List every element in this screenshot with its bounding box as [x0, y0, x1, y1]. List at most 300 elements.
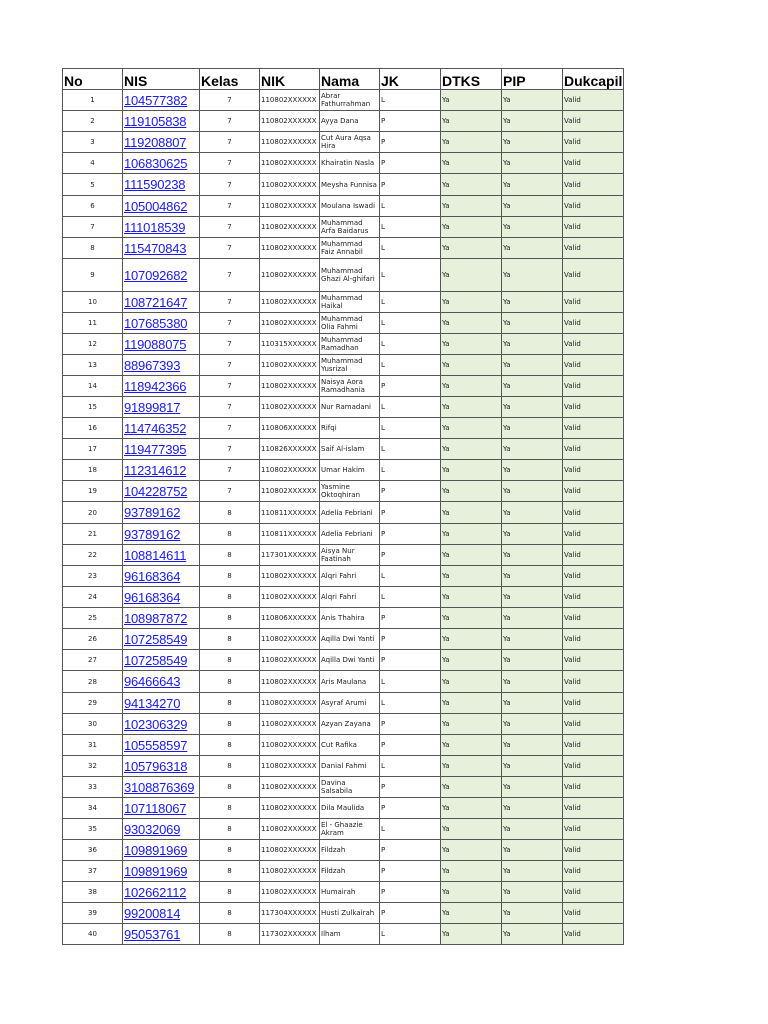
row-no: 31: [63, 735, 123, 756]
row-kelas: 7: [200, 259, 260, 292]
row-nama: Alqri Fahri: [320, 587, 380, 608]
row-dukcapil: Valid: [563, 693, 624, 714]
row-nama: Muhammad Haikal: [320, 292, 380, 313]
row-nama: Anis Thahira: [320, 608, 380, 629]
row-no: 37: [63, 861, 123, 882]
row-dukcapil: Valid: [563, 903, 624, 924]
row-jk: L: [380, 313, 441, 334]
header-dukcapil: Dukcapil: [563, 69, 624, 90]
row-nama: Khairatin Nasla: [320, 153, 380, 174]
nis-link[interactable]: 108814611: [123, 545, 200, 566]
row-dukcapil: Valid: [563, 418, 624, 439]
table-row: [63, 259, 624, 292]
nis-link[interactable]: 107685380: [123, 313, 200, 334]
row-nama: Aqilla Dwi Yanti: [320, 650, 380, 671]
row-pip: Ya: [502, 90, 563, 111]
row-dukcapil: Valid: [563, 90, 624, 111]
row-jk: L: [380, 90, 441, 111]
row-pip: Ya: [502, 238, 563, 259]
row-nik: 110802XXXXXX: [260, 111, 320, 132]
row-nama: Husti Zulkairah: [320, 903, 380, 924]
table-row: [63, 90, 624, 111]
row-dtks: Ya: [441, 566, 502, 587]
row-dukcapil: Valid: [563, 840, 624, 861]
row-kelas: 7: [200, 418, 260, 439]
row-jk: P: [380, 903, 441, 924]
nis-link[interactable]: 94134270: [123, 693, 200, 714]
row-jk: P: [380, 629, 441, 650]
row-pip: Ya: [502, 756, 563, 777]
table-row: [63, 196, 624, 217]
row-pip: Ya: [502, 334, 563, 355]
row-no: 20: [63, 502, 123, 524]
nis-link[interactable]: 109891969: [123, 840, 200, 861]
row-no: 30: [63, 714, 123, 735]
row-dukcapil: Valid: [563, 481, 624, 502]
row-pip: Ya: [502, 861, 563, 882]
row-dukcapil: Valid: [563, 376, 624, 397]
row-nik: 110806XXXXXX: [260, 608, 320, 629]
row-dtks: Ya: [441, 238, 502, 259]
row-nik: 110826XXXXXX: [260, 439, 320, 460]
row-no: 33: [63, 777, 123, 798]
table-row: [63, 671, 624, 693]
table-row: [63, 460, 624, 481]
row-no: 32: [63, 756, 123, 777]
row-jk: L: [380, 566, 441, 587]
row-nik: 110802XXXXXX: [260, 460, 320, 481]
nis-link[interactable]: 105796318: [123, 756, 200, 777]
row-no: 29: [63, 693, 123, 714]
row-dtks: Ya: [441, 608, 502, 629]
row-no: 28: [63, 671, 123, 693]
row-pip: Ya: [502, 132, 563, 153]
row-no: 4: [63, 153, 123, 174]
row-nama: Naisya Aora Ramadhania: [320, 376, 380, 397]
row-dukcapil: Valid: [563, 819, 624, 840]
row-nik: 110315XXXXXX: [260, 334, 320, 355]
row-dtks: Ya: [441, 735, 502, 756]
nis-link[interactable]: 107092682: [123, 259, 200, 292]
row-dukcapil: Valid: [563, 397, 624, 418]
nis-link[interactable]: 91899817: [123, 397, 200, 418]
row-nama: Moulana Iswadi: [320, 196, 380, 217]
row-jk: P: [380, 714, 441, 735]
row-dtks: Ya: [441, 259, 502, 292]
row-dtks: Ya: [441, 418, 502, 439]
row-dtks: Ya: [441, 90, 502, 111]
table-row: [63, 439, 624, 460]
row-kelas: 8: [200, 714, 260, 735]
row-pip: Ya: [502, 502, 563, 524]
row-pip: Ya: [502, 735, 563, 756]
nis-link[interactable]: 107258549: [123, 650, 200, 671]
nis-link[interactable]: 96466643: [123, 671, 200, 693]
nis-link[interactable]: 119477395: [123, 439, 200, 460]
row-kelas: 8: [200, 861, 260, 882]
row-dtks: Ya: [441, 882, 502, 903]
row-nama: Rifqi: [320, 418, 380, 439]
row-kelas: 8: [200, 903, 260, 924]
header-pip: PIP: [502, 69, 563, 90]
row-pip: Ya: [502, 524, 563, 545]
row-kelas: 7: [200, 111, 260, 132]
row-jk: L: [380, 259, 441, 292]
table-row: [63, 756, 624, 777]
row-no: 17: [63, 439, 123, 460]
row-kelas: 8: [200, 587, 260, 608]
table-row: [63, 153, 624, 174]
row-nik: 110802XXXXXX: [260, 376, 320, 397]
nis-link[interactable]: 108721647: [123, 292, 200, 313]
row-pip: Ya: [502, 903, 563, 924]
row-dukcapil: Valid: [563, 714, 624, 735]
row-no: 7: [63, 217, 123, 238]
row-no: 15: [63, 397, 123, 418]
table-row: [63, 566, 624, 587]
row-nama: Muhammad Arfa Baidarus: [320, 217, 380, 238]
nis-link[interactable]: 105004862: [123, 196, 200, 217]
nis-link[interactable]: 102662112: [123, 882, 200, 903]
row-nik: 110802XXXXXX: [260, 292, 320, 313]
nis-link[interactable]: 107118067: [123, 798, 200, 819]
row-dukcapil: Valid: [563, 924, 624, 945]
row-nik: 110802XXXXXX: [260, 587, 320, 608]
nis-link[interactable]: 3108876369: [123, 777, 200, 798]
row-dukcapil: Valid: [563, 861, 624, 882]
row-nama: Davina Salsabila: [320, 777, 380, 798]
row-pip: Ya: [502, 292, 563, 313]
row-jk: P: [380, 798, 441, 819]
row-kelas: 8: [200, 545, 260, 566]
row-kelas: 7: [200, 153, 260, 174]
row-dukcapil: Valid: [563, 111, 624, 132]
row-no: 36: [63, 840, 123, 861]
row-pip: Ya: [502, 671, 563, 693]
row-no: 9: [63, 259, 123, 292]
table-row: [63, 587, 624, 608]
row-dtks: Ya: [441, 481, 502, 502]
nis-link[interactable]: 105558597: [123, 735, 200, 756]
row-jk: L: [380, 292, 441, 313]
row-jk: L: [380, 238, 441, 259]
row-no: 12: [63, 334, 123, 355]
row-no: 5: [63, 174, 123, 196]
nis-link[interactable]: 99200814: [123, 903, 200, 924]
row-jk: P: [380, 840, 441, 861]
row-jk: L: [380, 418, 441, 439]
row-dukcapil: Valid: [563, 196, 624, 217]
nis-link[interactable]: 111590238: [123, 174, 200, 196]
row-jk: P: [380, 608, 441, 629]
nis-link[interactable]: 112314612: [123, 460, 200, 481]
row-kelas: 7: [200, 132, 260, 153]
row-dtks: Ya: [441, 861, 502, 882]
row-nik: 110802XXXXXX: [260, 397, 320, 418]
table-row: [63, 132, 624, 153]
row-kelas: 7: [200, 217, 260, 238]
nis-link[interactable]: 107258549: [123, 629, 200, 650]
row-kelas: 8: [200, 756, 260, 777]
row-kelas: 8: [200, 777, 260, 798]
row-jk: L: [380, 819, 441, 840]
row-nik: 110802XXXXXX: [260, 819, 320, 840]
table-row: [63, 819, 624, 840]
row-dukcapil: Valid: [563, 735, 624, 756]
row-kelas: 8: [200, 502, 260, 524]
nis-link[interactable]: 119088075: [123, 334, 200, 355]
row-pip: Ya: [502, 460, 563, 481]
row-dukcapil: Valid: [563, 502, 624, 524]
row-nama: Alqri Fahri: [320, 566, 380, 587]
row-jk: L: [380, 756, 441, 777]
row-kelas: 8: [200, 882, 260, 903]
nis-link[interactable]: 118942366: [123, 376, 200, 397]
row-no: 24: [63, 587, 123, 608]
row-jk: P: [380, 132, 441, 153]
nis-link[interactable]: 119105838: [123, 111, 200, 132]
row-pip: Ya: [502, 840, 563, 861]
header-nik: NIK: [260, 69, 320, 90]
row-dtks: Ya: [441, 693, 502, 714]
nis-link[interactable]: 115470843: [123, 238, 200, 259]
nis-link[interactable]: 109891969: [123, 861, 200, 882]
row-dukcapil: Valid: [563, 334, 624, 355]
row-dtks: Ya: [441, 524, 502, 545]
row-no: 3: [63, 132, 123, 153]
row-no: 38: [63, 882, 123, 903]
row-no: 10: [63, 292, 123, 313]
row-pip: Ya: [502, 798, 563, 819]
row-dtks: Ya: [441, 292, 502, 313]
nis-link[interactable]: 111018539: [123, 217, 200, 238]
table-row: [63, 397, 624, 418]
row-no: 25: [63, 608, 123, 629]
row-nik: 110802XXXXXX: [260, 798, 320, 819]
row-nama: Azyan Zayana: [320, 714, 380, 735]
row-kelas: 8: [200, 798, 260, 819]
row-nik: 110802XXXXXX: [260, 714, 320, 735]
row-nama: Dila Maulida: [320, 798, 380, 819]
row-pip: Ya: [502, 481, 563, 502]
row-no: 27: [63, 650, 123, 671]
header-no: No: [63, 69, 123, 90]
row-dukcapil: Valid: [563, 313, 624, 334]
row-jk: P: [380, 545, 441, 566]
row-pip: Ya: [502, 714, 563, 735]
nis-link[interactable]: 93789162: [123, 524, 200, 545]
row-dukcapil: Valid: [563, 524, 624, 545]
row-jk: P: [380, 481, 441, 502]
row-nik: 110802XXXXXX: [260, 671, 320, 693]
row-pip: Ya: [502, 545, 563, 566]
row-dukcapil: Valid: [563, 608, 624, 629]
row-nik: 110802XXXXXX: [260, 882, 320, 903]
row-dtks: Ya: [441, 153, 502, 174]
row-no: 2: [63, 111, 123, 132]
row-pip: Ya: [502, 439, 563, 460]
row-nama: Muhammad Ghazi Al-ghifari: [320, 259, 380, 292]
row-kelas: 7: [200, 439, 260, 460]
row-no: 1: [63, 90, 123, 111]
table-row: [63, 111, 624, 132]
table-row: [63, 629, 624, 650]
row-kelas: 7: [200, 90, 260, 111]
row-pip: Ya: [502, 608, 563, 629]
table-row: [63, 238, 624, 259]
row-pip: Ya: [502, 418, 563, 439]
row-nik: 110802XXXXXX: [260, 650, 320, 671]
row-no: 34: [63, 798, 123, 819]
row-jk: L: [380, 693, 441, 714]
row-nama: Muhammad Faiz Annabil: [320, 238, 380, 259]
row-nik: 110802XXXXXX: [260, 238, 320, 259]
table-row: [63, 355, 624, 376]
table-row: [63, 481, 624, 502]
row-jk: P: [380, 502, 441, 524]
row-pip: Ya: [502, 376, 563, 397]
row-jk: L: [380, 355, 441, 376]
row-dukcapil: Valid: [563, 671, 624, 693]
table-row: [63, 714, 624, 735]
row-dukcapil: Valid: [563, 882, 624, 903]
row-kelas: 8: [200, 840, 260, 861]
table-row: [63, 924, 624, 945]
row-no: 39: [63, 903, 123, 924]
row-kelas: 7: [200, 238, 260, 259]
table-row: [63, 174, 624, 196]
table-row: [63, 313, 624, 334]
nis-link[interactable]: 106830625: [123, 153, 200, 174]
row-nik: 110802XXXXXX: [260, 174, 320, 196]
row-nik: 110811XXXXXX: [260, 524, 320, 545]
row-no: 18: [63, 460, 123, 481]
row-jk: L: [380, 334, 441, 355]
row-no: 21: [63, 524, 123, 545]
row-pip: Ya: [502, 650, 563, 671]
row-jk: P: [380, 882, 441, 903]
row-dukcapil: Valid: [563, 587, 624, 608]
row-no: 16: [63, 418, 123, 439]
row-dtks: Ya: [441, 671, 502, 693]
nis-link[interactable]: 108987872: [123, 608, 200, 629]
table-row: [63, 524, 624, 545]
row-kelas: 8: [200, 566, 260, 587]
table-row: [63, 840, 624, 861]
row-kelas: 8: [200, 650, 260, 671]
table-row: [63, 693, 624, 714]
row-nik: 110802XXXXXX: [260, 313, 320, 334]
table-row: [63, 608, 624, 629]
table-row: [63, 217, 624, 238]
student-data-table: [62, 68, 624, 945]
row-nik: 110802XXXXXX: [260, 735, 320, 756]
row-kelas: 8: [200, 735, 260, 756]
table-row: [63, 650, 624, 671]
row-nik: 110802XXXXXX: [260, 217, 320, 238]
row-dtks: Ya: [441, 798, 502, 819]
table-row: [63, 545, 624, 566]
table-row: [63, 418, 624, 439]
row-dukcapil: Valid: [563, 566, 624, 587]
table-row: [63, 292, 624, 313]
row-no: 23: [63, 566, 123, 587]
row-dukcapil: Valid: [563, 238, 624, 259]
row-nik: 117302XXXXXX: [260, 924, 320, 945]
row-dukcapil: Valid: [563, 217, 624, 238]
row-no: 14: [63, 376, 123, 397]
nis-link[interactable]: 102306329: [123, 714, 200, 735]
row-nik: 110802XXXXXX: [260, 777, 320, 798]
row-pip: Ya: [502, 629, 563, 650]
nis-link[interactable]: 95053761: [123, 924, 200, 945]
row-nik: 110802XXXXXX: [260, 196, 320, 217]
row-dtks: Ya: [441, 174, 502, 196]
nis-link[interactable]: 93789162: [123, 502, 200, 524]
row-dtks: Ya: [441, 650, 502, 671]
row-dtks: Ya: [441, 313, 502, 334]
row-nik: 110802XXXXXX: [260, 90, 320, 111]
nis-link[interactable]: 104228752: [123, 481, 200, 502]
row-nik: 110811XXXXXX: [260, 502, 320, 524]
nis-link[interactable]: 119208807: [123, 132, 200, 153]
row-dukcapil: Valid: [563, 798, 624, 819]
row-nama: Abrar Fathurrahman: [320, 90, 380, 111]
row-dukcapil: Valid: [563, 460, 624, 481]
row-jk: P: [380, 376, 441, 397]
row-nama: Cut Rafika: [320, 735, 380, 756]
row-dukcapil: Valid: [563, 629, 624, 650]
row-jk: L: [380, 439, 441, 460]
row-pip: Ya: [502, 153, 563, 174]
row-jk: L: [380, 671, 441, 693]
row-kelas: 7: [200, 481, 260, 502]
nis-link[interactable]: 96168364: [123, 587, 200, 608]
row-nama: Saif Al-islam: [320, 439, 380, 460]
header-nama: Nama: [320, 69, 380, 90]
row-dukcapil: Valid: [563, 777, 624, 798]
nis-link[interactable]: 104577382: [123, 90, 200, 111]
row-kelas: 7: [200, 334, 260, 355]
row-pip: Ya: [502, 355, 563, 376]
row-pip: Ya: [502, 587, 563, 608]
row-dtks: Ya: [441, 439, 502, 460]
row-kelas: 7: [200, 397, 260, 418]
row-dukcapil: Valid: [563, 650, 624, 671]
row-dtks: Ya: [441, 629, 502, 650]
row-nik: 110802XXXXXX: [260, 756, 320, 777]
row-dtks: Ya: [441, 502, 502, 524]
nis-link[interactable]: 93032069: [123, 819, 200, 840]
row-dtks: Ya: [441, 132, 502, 153]
row-dtks: Ya: [441, 756, 502, 777]
row-nama: Asyraf Arumi: [320, 693, 380, 714]
row-nama: Adelia Febriani: [320, 524, 380, 545]
nis-link[interactable]: 114746352: [123, 418, 200, 439]
table-row: [63, 735, 624, 756]
row-dtks: Ya: [441, 376, 502, 397]
row-nik: 117304XXXXXX: [260, 903, 320, 924]
row-pip: Ya: [502, 259, 563, 292]
row-nik: 110806XXXXXX: [260, 418, 320, 439]
nis-link[interactable]: 88967393: [123, 355, 200, 376]
row-jk: L: [380, 397, 441, 418]
row-nama: Adelia Febriani: [320, 502, 380, 524]
header-kelas: Kelas: [200, 69, 260, 90]
row-dtks: Ya: [441, 777, 502, 798]
row-dtks: Ya: [441, 545, 502, 566]
nis-link[interactable]: 96168364: [123, 566, 200, 587]
